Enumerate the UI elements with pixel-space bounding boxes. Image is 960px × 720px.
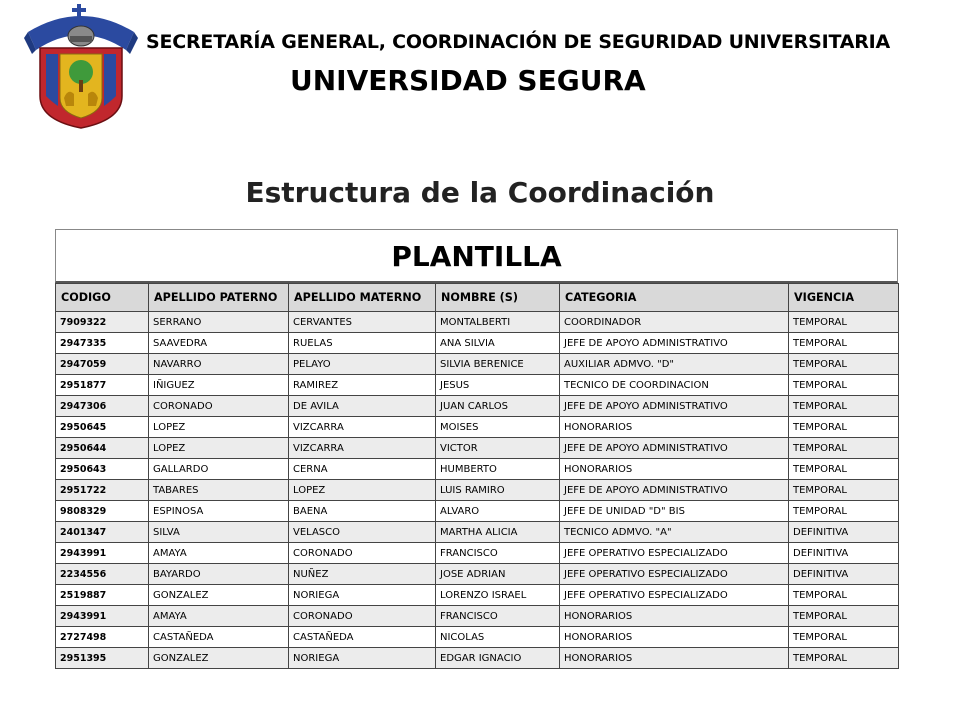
apellido-paterno-cell: GONZALEZ [149,585,289,606]
nombre-cell: FRANCISCO [436,606,560,627]
categoria-cell: TECNICO ADMVO. "A" [560,522,789,543]
vigencia-cell: TEMPORAL [789,648,899,669]
apellido-materno-cell: CERVANTES [289,312,436,333]
codigo-cell: 9808329 [56,501,149,522]
table-row [56,606,899,627]
categoria-cell: JEFE OPERATIVO ESPECIALIZADO [560,564,789,585]
table-row [56,627,899,648]
apellido-paterno-cell: ESPINOSA [149,501,289,522]
table-row [56,648,899,669]
codigo-cell: 2950645 [56,417,149,438]
vigencia-cell: TEMPORAL [789,501,899,522]
codigo-cell: 2943991 [56,543,149,564]
vigencia-cell: DEFINITIVA [789,522,899,543]
vigencia-cell: TEMPORAL [789,459,899,480]
apellido-materno-cell: CORONADO [289,543,436,564]
universidad-segura-title: UNIVERSIDAD SEGURA [290,64,646,97]
codigo-cell: 2234556 [56,564,149,585]
column-header-codigo: CODIGO [56,284,149,312]
vigencia-cell: DEFINITIVA [789,564,899,585]
apellido-paterno-cell: AMAYA [149,543,289,564]
vigencia-cell: TEMPORAL [789,417,899,438]
apellido-paterno-cell: GALLARDO [149,459,289,480]
university-seal-icon [22,2,140,130]
categoria-cell: HONORARIOS [560,627,789,648]
table-row [56,312,899,333]
categoria-cell: JEFE DE UNIDAD "D" BIS [560,501,789,522]
apellido-paterno-cell: SAAVEDRA [149,333,289,354]
nombre-cell: JOSE ADRIAN [436,564,560,585]
apellido-materno-cell: CERNA [289,459,436,480]
apellido-paterno-cell: CORONADO [149,396,289,417]
apellido-paterno-cell: CASTAÑEDA [149,627,289,648]
codigo-cell: 2947059 [56,354,149,375]
categoria-cell: JEFE DE APOYO ADMINISTRATIVO [560,480,789,501]
codigo-cell: 2951877 [56,375,149,396]
apellido-materno-cell: VELASCO [289,522,436,543]
apellido-paterno-cell: IÑIGUEZ [149,375,289,396]
nombre-cell: JESUS [436,375,560,396]
apellido-materno-cell: NUÑEZ [289,564,436,585]
table-row [56,417,899,438]
nombre-cell: JUAN CARLOS [436,396,560,417]
nombre-cell: HUMBERTO [436,459,560,480]
categoria-cell: TECNICO DE COORDINACION [560,375,789,396]
codigo-cell: 2727498 [56,627,149,648]
nombre-cell: ANA SILVIA [436,333,560,354]
table-header-row [56,284,899,312]
table-body [56,312,899,669]
apellido-materno-cell: NORIEGA [289,648,436,669]
secretaria-header: SECRETARÍA GENERAL, COORDINACIÓN DE SEGURIDAD UNIVERSITARIA [146,31,891,53]
vigencia-cell: TEMPORAL [789,354,899,375]
apellido-materno-cell: VIZCARRA [289,417,436,438]
codigo-cell: 7909322 [56,312,149,333]
nombre-cell: FRANCISCO [436,543,560,564]
apellido-materno-cell: CASTAÑEDA [289,627,436,648]
apellido-paterno-cell: AMAYA [149,606,289,627]
apellido-materno-cell: NORIEGA [289,585,436,606]
apellido-paterno-cell: LOPEZ [149,417,289,438]
table-title: PLANTILLA [55,229,898,283]
codigo-cell: 2947306 [56,396,149,417]
apellido-paterno-cell: GONZALEZ [149,648,289,669]
section-title: Estructura de la Coordinación [245,176,715,209]
table-row [56,375,899,396]
codigo-cell: 2401347 [56,522,149,543]
codigo-cell: 2950643 [56,459,149,480]
apellido-materno-cell: BAENA [289,501,436,522]
categoria-cell: COORDINADOR [560,312,789,333]
apellido-materno-cell: LOPEZ [289,480,436,501]
codigo-cell: 2951395 [56,648,149,669]
table-row [56,585,899,606]
university-seal-logo [22,2,140,130]
apellido-materno-cell: PELAYO [289,354,436,375]
table-row [56,396,899,417]
table-row [56,543,899,564]
nombre-cell: LORENZO ISRAEL [436,585,560,606]
staff-table [55,283,899,669]
categoria-cell: JEFE DE APOYO ADMINISTRATIVO [560,438,789,459]
nombre-cell: NICOLAS [436,627,560,648]
nombre-cell: SILVIA BERENICE [436,354,560,375]
vigencia-cell: TEMPORAL [789,396,899,417]
codigo-cell: 2943991 [56,606,149,627]
categoria-cell: JEFE DE APOYO ADMINISTRATIVO [560,333,789,354]
categoria-cell: HONORARIOS [560,417,789,438]
codigo-cell: 2950644 [56,438,149,459]
column-header-vigencia: VIGENCIA [789,284,899,312]
nombre-cell: EDGAR IGNACIO [436,648,560,669]
apellido-materno-cell: RAMIREZ [289,375,436,396]
table-row [56,438,899,459]
apellido-paterno-cell: SILVA [149,522,289,543]
nombre-cell: ALVARO [436,501,560,522]
categoria-cell: JEFE OPERATIVO ESPECIALIZADO [560,585,789,606]
apellido-materno-cell: RUELAS [289,333,436,354]
categoria-cell: JEFE DE APOYO ADMINISTRATIVO [560,396,789,417]
nombre-cell: MOISES [436,417,560,438]
categoria-cell: AUXILIAR ADMVO. "D" [560,354,789,375]
table-row [56,459,899,480]
table-row [56,333,899,354]
vigencia-cell: TEMPORAL [789,438,899,459]
table-row [56,354,899,375]
codigo-cell: 2519887 [56,585,149,606]
apellido-paterno-cell: NAVARRO [149,354,289,375]
column-header-nombre: NOMBRE (S) [436,284,560,312]
categoria-cell: HONORARIOS [560,459,789,480]
vigencia-cell: TEMPORAL [789,627,899,648]
apellido-paterno-cell: TABARES [149,480,289,501]
table-row [56,501,899,522]
vigencia-cell: TEMPORAL [789,606,899,627]
vigencia-cell: DEFINITIVA [789,543,899,564]
apellido-paterno-cell: LOPEZ [149,438,289,459]
vigencia-cell: TEMPORAL [789,312,899,333]
nombre-cell: VICTOR [436,438,560,459]
vigencia-cell: TEMPORAL [789,480,899,501]
codigo-cell: 2951722 [56,480,149,501]
column-header-apellido-paterno: APELLIDO PATERNO [149,284,289,312]
table-row [56,522,899,543]
categoria-cell: HONORARIOS [560,606,789,627]
vigencia-cell: TEMPORAL [789,585,899,606]
plantilla-table-container [55,229,898,669]
nombre-cell: LUIS RAMIRO [436,480,560,501]
apellido-materno-cell: CORONADO [289,606,436,627]
table-row [56,480,899,501]
apellido-paterno-cell: SERRANO [149,312,289,333]
codigo-cell: 2947335 [56,333,149,354]
nombre-cell: MARTHA ALICIA [436,522,560,543]
categoria-cell: JEFE OPERATIVO ESPECIALIZADO [560,543,789,564]
nombre-cell: MONTALBERTI [436,312,560,333]
categoria-cell: HONORARIOS [560,648,789,669]
table-row [56,564,899,585]
apellido-paterno-cell: BAYARDO [149,564,289,585]
vigencia-cell: TEMPORAL [789,375,899,396]
apellido-materno-cell: VIZCARRA [289,438,436,459]
column-header-apellido-materno: APELLIDO MATERNO [289,284,436,312]
apellido-materno-cell: DE AVILA [289,396,436,417]
vigencia-cell: TEMPORAL [789,333,899,354]
column-header-categoria: CATEGORIA [560,284,789,312]
